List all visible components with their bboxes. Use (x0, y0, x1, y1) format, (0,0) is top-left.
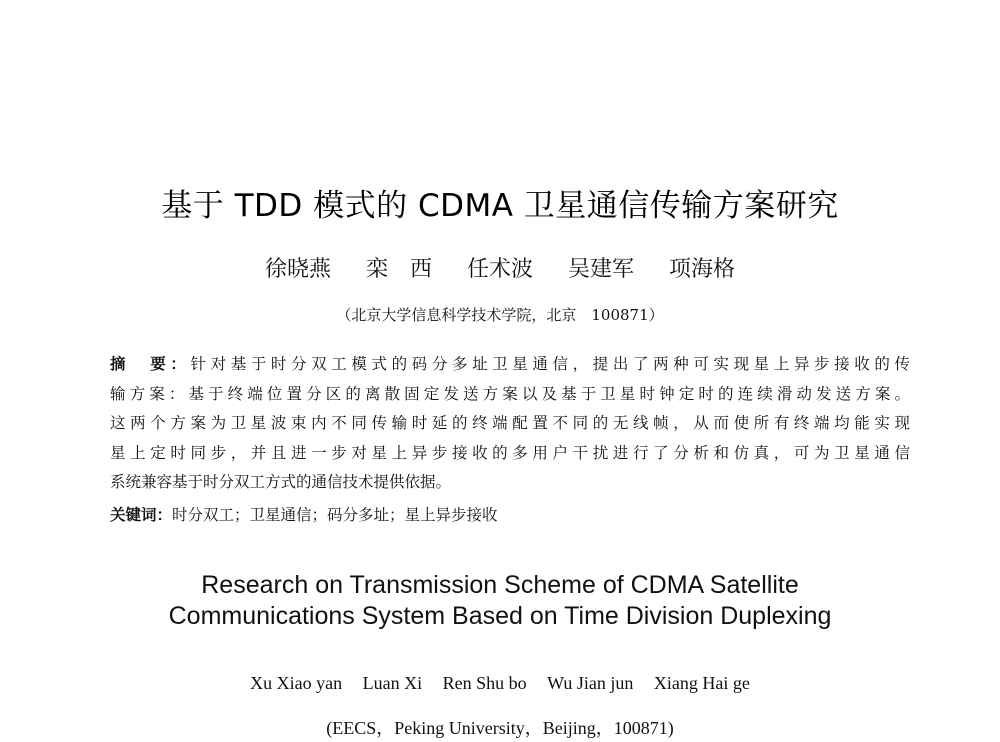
keywords-line (110, 503, 910, 525)
author-en: Wu Jian jun (547, 673, 634, 693)
abstract-line: 这两个方案为卫星波束内不同传输时延的终端配置不同的无线帧，从而使所有终端均能实现 (110, 414, 910, 432)
paper-title-en (0, 570, 1000, 632)
author-cn: 栾 西 (365, 257, 432, 282)
title-en-line: Communications System Based on Time Division Duplexing (168, 602, 832, 630)
author-en: Ren Shu bo (442, 673, 527, 693)
author-en: Xiang Hai ge (653, 673, 750, 693)
abstract-label: 摘 要： (110, 355, 191, 373)
affiliation-cn: （北京大学信息科学技术学院，北京 100871） (336, 306, 664, 324)
keywords-label: 关键词： (110, 506, 173, 524)
title-en-line: Research on Transmission Scheme of CDMA Satellite (201, 571, 799, 599)
author-list-cn (0, 252, 1000, 283)
abstract-block (110, 350, 910, 498)
author-list-en (0, 673, 1000, 694)
keywords-text: 时分双工；卫星通信；码分多址；星上异步接收 (172, 506, 498, 524)
abstract-line: 系统兼容基于时分双工方式的通信技术提供依据。 (110, 473, 452, 491)
abstract-line: 星上定时同步，并且进一步对星上异步接收的多用户干扰进行了分析和仿真，可为卫星通信 (110, 443, 910, 462)
affiliation-en: (EECS，Peking University，Beijing，100871) (326, 718, 674, 738)
paper-title-cn: 基于 TDD 模式的 CDMA 卫星通信传输方案研究 (161, 188, 839, 224)
author-cn: 吴建军 (568, 257, 635, 282)
author-cn: 徐晓燕 (264, 257, 331, 282)
author-en: Xu Xiao yan (250, 673, 343, 693)
abstract-line (110, 350, 910, 380)
abstract-text: 针对基于时分双工模式的码分多址卫星通信，提出了两种可实现星上异步接收的传 (190, 355, 910, 373)
author-cn: 任术波 (466, 257, 533, 282)
author-en: Luan Xi (362, 673, 423, 693)
abstract-line: 输方案：基于终端位置分区的离散固定发送方案以及基于卫星时钟定时的连续滑动发送方案。 (110, 384, 910, 403)
author-cn: 项海格 (669, 257, 736, 282)
